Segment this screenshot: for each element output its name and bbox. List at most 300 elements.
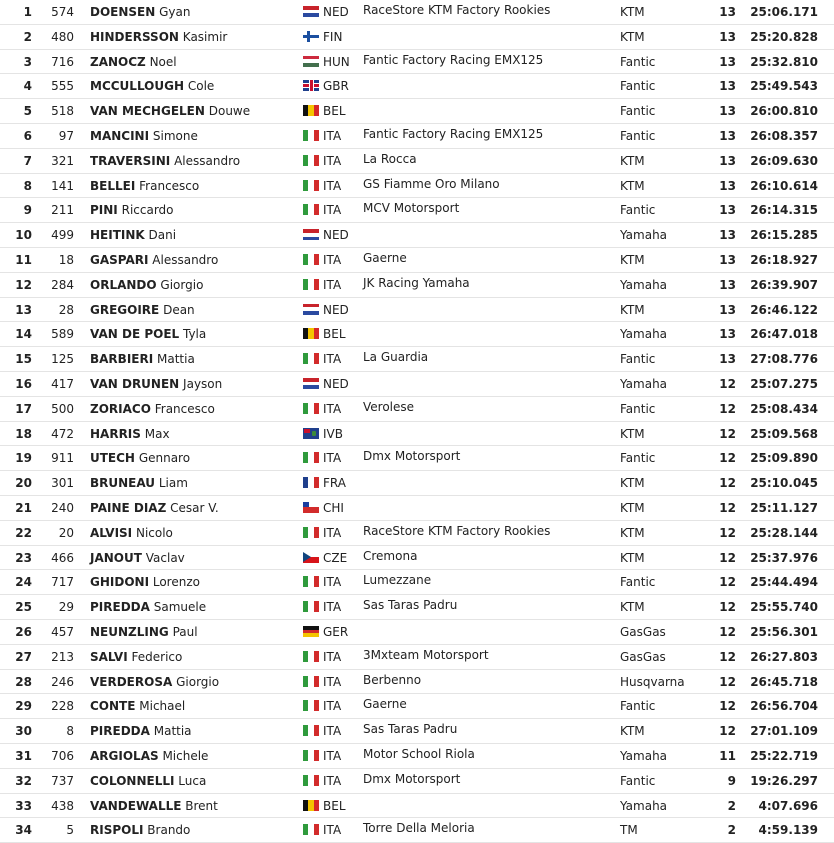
nationality-cell: NED (323, 228, 349, 243)
rider-last-name: PIREDDA (90, 600, 150, 615)
nationality-cell: BEL (323, 104, 346, 119)
time-cell: 25:32.810 (750, 54, 818, 69)
country-flag-icon (303, 254, 319, 265)
rider-first-name: Mattia (157, 352, 195, 367)
time-cell: 25:56.301 (750, 624, 818, 639)
time-cell: 25:10.045 (750, 476, 818, 491)
country-flag-icon (303, 155, 319, 166)
laps-cell: 13 (719, 153, 736, 168)
brand-cell: Fantic (620, 773, 656, 788)
nationality-cell: ITA (323, 277, 342, 292)
nationality-cell: GER (323, 624, 349, 639)
bib-number-cell: 20 (58, 525, 74, 540)
laps-cell: 13 (719, 252, 736, 267)
position-cell: 34 (15, 823, 32, 838)
position-cell: 15 (15, 352, 32, 367)
rider-name-cell (90, 30, 227, 44)
rider-name-cell (90, 5, 190, 19)
laps-cell: 12 (719, 525, 736, 540)
position-cell: 17 (15, 401, 32, 416)
table-row (0, 74, 834, 99)
table-row (0, 0, 834, 25)
rider-name-cell (90, 625, 198, 639)
laps-cell: 13 (719, 327, 736, 342)
laps-cell: 13 (719, 228, 736, 243)
rider-name-cell (90, 228, 176, 242)
nationality-cell: BEL (323, 798, 346, 813)
laps-cell: 12 (719, 500, 736, 515)
time-cell: 27:08.776 (750, 352, 818, 367)
brand-cell: Fantic (620, 203, 656, 218)
bib-number-cell: 500 (51, 401, 74, 416)
position-cell: 16 (15, 376, 32, 391)
team-cell: Motor School Riola (363, 746, 475, 761)
country-flag-icon (303, 552, 319, 563)
rider-first-name: Gennaro (138, 451, 191, 466)
brand-cell: Yamaha (620, 327, 668, 342)
rider-last-name: ZORIACO (90, 401, 151, 416)
brand-cell: Fantic (620, 575, 656, 590)
time-cell: 26:09.630 (750, 153, 818, 168)
laps-cell: 12 (719, 624, 736, 639)
brand-cell: Husqvarna (620, 674, 685, 689)
rider-last-name: NEUNZLING (90, 624, 169, 639)
bib-number-cell: 589 (51, 327, 74, 342)
team-cell: Gaerne (363, 250, 407, 265)
rider-last-name: ARGIOLAS (90, 748, 159, 763)
brand-cell: Yamaha (620, 277, 668, 292)
rider-first-name: Vaclav (145, 550, 185, 565)
table-row (0, 50, 834, 75)
time-cell: 25:11.127 (750, 500, 818, 515)
country-flag-icon (303, 353, 319, 364)
table-row (0, 347, 834, 372)
nationality-cell: ITA (323, 748, 342, 763)
brand-cell: Fantic (620, 104, 656, 119)
rider-first-name: Simone (152, 128, 198, 143)
nationality-cell: ITA (323, 699, 342, 714)
country-flag-icon (303, 180, 319, 191)
country-flag-icon (303, 601, 319, 612)
brand-cell: KTM (620, 178, 645, 193)
nationality-cell: CZE (323, 550, 348, 565)
rider-name-cell (90, 79, 214, 93)
laps-cell: 13 (719, 178, 736, 193)
table-row (0, 794, 834, 819)
brand-cell: KTM (620, 302, 645, 317)
bib-number-cell: 555 (51, 79, 74, 94)
table-row (0, 818, 834, 843)
brand-cell: KTM (620, 252, 645, 267)
table-row (0, 546, 834, 571)
position-cell: 20 (15, 476, 32, 491)
laps-cell: 12 (719, 674, 736, 689)
rider-name-cell (90, 675, 219, 689)
brand-cell: Fantic (620, 699, 656, 714)
table-row (0, 694, 834, 719)
brand-cell: KTM (620, 500, 645, 515)
nationality-cell: ITA (323, 575, 342, 590)
nationality-cell: ITA (323, 128, 342, 143)
time-cell: 26:27.803 (750, 649, 818, 664)
position-cell: 21 (15, 500, 32, 515)
rider-name-cell (90, 724, 192, 738)
brand-cell: GasGas (620, 624, 666, 639)
bib-number-cell: 213 (51, 649, 74, 664)
rider-name-cell (90, 600, 206, 614)
rider-last-name: BRUNEAU (90, 476, 156, 491)
laps-cell: 9 (727, 773, 736, 788)
position-cell: 1 (23, 5, 32, 19)
laps-cell: 13 (719, 5, 736, 19)
time-cell: 26:18.927 (750, 252, 818, 267)
rider-first-name: Giorgio (160, 277, 204, 292)
rider-last-name: COLONNELLI (90, 773, 175, 788)
table-row (0, 496, 834, 521)
country-flag-icon (303, 328, 319, 339)
laps-cell: 13 (719, 352, 736, 367)
time-cell: 26:47.018 (750, 327, 818, 342)
rider-name-cell (90, 749, 208, 763)
rider-name-cell (90, 774, 206, 788)
team-cell: La Rocca (363, 151, 417, 166)
brand-cell: TM (620, 823, 638, 838)
table-row (0, 372, 834, 397)
rider-last-name: ALVISI (90, 525, 133, 540)
position-cell: 2 (23, 29, 32, 44)
team-cell: Sas Taras Padru (363, 722, 458, 737)
table-row (0, 471, 834, 496)
rider-name-cell (90, 203, 174, 217)
bib-number-cell: 499 (51, 228, 74, 243)
rider-last-name: MANCINI (90, 128, 150, 143)
table-row (0, 769, 834, 794)
team-cell: RaceStore KTM Factory Rookies (363, 523, 551, 538)
bib-number-cell: 28 (58, 302, 74, 317)
bib-number-cell: 5 (66, 823, 74, 838)
table-row (0, 149, 834, 174)
team-cell: MCV Motorsport (363, 201, 460, 216)
bib-number-cell: 211 (51, 203, 74, 218)
time-cell: 25:09.890 (750, 451, 818, 466)
nationality-cell: ITA (323, 178, 342, 193)
time-cell: 19:26.297 (750, 773, 818, 788)
rider-name-cell (90, 179, 199, 193)
team-cell: Sas Taras Padru (363, 598, 458, 613)
laps-cell: 13 (719, 277, 736, 292)
position-cell: 28 (15, 674, 32, 689)
brand-cell: KTM (620, 525, 645, 540)
bib-number-cell: 706 (51, 748, 74, 763)
rider-first-name: Cesar V. (170, 500, 219, 515)
nationality-cell: ITA (323, 773, 342, 788)
laps-cell: 12 (719, 401, 736, 416)
rider-name-cell (90, 154, 240, 168)
country-flag-icon (303, 527, 319, 538)
brand-cell: Fantic (620, 451, 656, 466)
bib-number-cell: 29 (58, 600, 74, 615)
time-cell: 26:45.718 (750, 674, 818, 689)
bib-number-cell: 911 (51, 451, 74, 466)
rider-last-name: ORLANDO (90, 277, 157, 292)
country-flag-icon (303, 750, 319, 761)
rider-last-name: ZANOCZ (90, 54, 146, 69)
bib-number-cell: 228 (51, 699, 74, 714)
bib-number-cell: 737 (51, 773, 74, 788)
time-cell: 25:08.434 (750, 401, 818, 416)
bib-number-cell: 466 (51, 550, 74, 565)
team-cell: Verolese (363, 399, 415, 414)
table-row (0, 298, 834, 323)
rider-last-name: CONTE (90, 699, 136, 714)
laps-cell: 12 (719, 724, 736, 739)
rider-first-name: Francesco (139, 178, 200, 193)
bib-number-cell: 246 (51, 674, 74, 689)
time-cell: 26:08.357 (750, 128, 818, 143)
rider-last-name: TRAVERSINI (90, 153, 171, 168)
brand-cell: KTM (620, 600, 645, 615)
nationality-cell: ITA (323, 451, 342, 466)
time-cell: 26:56.704 (750, 699, 818, 714)
table-row (0, 99, 834, 124)
rider-last-name: VAN DE POEL (90, 327, 180, 342)
position-cell: 13 (15, 302, 32, 317)
position-cell: 10 (15, 228, 32, 243)
country-flag-icon (303, 56, 319, 67)
nationality-cell: IVB (323, 426, 343, 441)
team-cell: 3Mxteam Motorsport (363, 647, 489, 662)
position-cell: 31 (15, 748, 32, 763)
rider-last-name: HARRIS (90, 426, 141, 441)
brand-cell: KTM (620, 29, 645, 44)
country-flag-icon (303, 31, 319, 42)
rider-first-name: Lorenzo (152, 575, 200, 590)
time-cell: 26:46.122 (750, 302, 818, 317)
rider-name-cell (90, 575, 200, 589)
rider-name-cell (90, 823, 190, 837)
nationality-cell: CHI (323, 500, 344, 515)
rider-name-cell (90, 501, 219, 515)
rider-last-name: MCCULLOUGH (90, 79, 185, 94)
table-row (0, 397, 834, 422)
team-cell: Berbenno (363, 672, 422, 687)
nationality-cell: ITA (323, 525, 342, 540)
nationality-cell: NED (323, 5, 349, 19)
time-cell: 25:44.494 (750, 575, 818, 590)
bib-number-cell: 125 (51, 352, 74, 367)
brand-cell: Fantic (620, 79, 656, 94)
country-flag-icon (303, 651, 319, 662)
table-row (0, 174, 834, 199)
rider-first-name: Mattia (153, 724, 192, 739)
rider-first-name: Liam (158, 476, 188, 491)
rider-first-name: Alessandro (174, 153, 241, 168)
laps-cell: 13 (719, 128, 736, 143)
country-flag-icon (303, 403, 319, 414)
team-cell: Lumezzane (363, 573, 432, 588)
rider-name-cell (90, 551, 185, 565)
laps-cell: 11 (719, 748, 736, 763)
time-cell: 25:37.976 (750, 550, 818, 565)
laps-cell: 12 (719, 699, 736, 714)
bib-number-cell: 240 (51, 500, 74, 515)
position-cell: 19 (15, 451, 32, 466)
bib-number-cell: 301 (51, 476, 74, 491)
brand-cell: Yamaha (620, 228, 668, 243)
rider-first-name: Douwe (208, 104, 251, 119)
nationality-cell: BEL (323, 327, 346, 342)
time-cell: 25:28.144 (750, 525, 818, 540)
rider-first-name: Luca (178, 773, 207, 788)
time-cell: 25:55.740 (750, 600, 818, 615)
rider-first-name: Michael (139, 699, 186, 714)
brand-cell: Fantic (620, 352, 656, 367)
rider-name-cell (90, 327, 206, 341)
time-cell: 26:00.810 (750, 104, 818, 119)
laps-cell: 2 (727, 823, 736, 838)
rider-first-name: Michele (162, 748, 209, 763)
laps-cell: 12 (719, 451, 736, 466)
country-flag-icon (303, 700, 319, 711)
rider-name-cell (90, 451, 190, 465)
bib-number-cell: 716 (51, 54, 74, 69)
position-cell: 33 (15, 798, 32, 813)
team-cell: Gaerne (363, 697, 407, 712)
rider-name-cell (90, 55, 177, 69)
table-row (0, 620, 834, 645)
rider-first-name: Brando (147, 823, 191, 838)
laps-cell: 2 (727, 798, 736, 813)
nationality-cell: ITA (323, 674, 342, 689)
team-cell: Fantic Factory Racing EMX125 (363, 126, 544, 141)
country-flag-icon (303, 6, 319, 17)
country-flag-icon (303, 130, 319, 141)
nationality-cell: ITA (323, 203, 342, 218)
position-cell: 7 (23, 153, 32, 168)
rider-last-name: UTECH (90, 451, 135, 466)
country-flag-icon (303, 676, 319, 687)
rider-last-name: PIREDDA (90, 724, 150, 739)
rider-name-cell (90, 799, 218, 813)
rider-name-cell (90, 402, 215, 416)
team-cell: Torre Della Meloria (363, 821, 475, 836)
nationality-cell: NED (323, 376, 349, 391)
table-row (0, 223, 834, 248)
position-cell: 22 (15, 525, 32, 540)
time-cell: 25:09.568 (750, 426, 818, 441)
table-row (0, 446, 834, 471)
position-cell: 8 (23, 178, 32, 193)
laps-cell: 12 (719, 550, 736, 565)
nationality-cell: ITA (323, 823, 342, 838)
rider-name-cell (90, 104, 250, 118)
position-cell: 6 (23, 128, 32, 143)
rider-name-cell (90, 278, 203, 292)
position-cell: 11 (15, 252, 32, 267)
laps-cell: 13 (719, 29, 736, 44)
nationality-cell: ITA (323, 649, 342, 664)
position-cell: 5 (23, 104, 32, 119)
rider-first-name: Riccardo (121, 203, 174, 218)
brand-cell: KTM (620, 476, 645, 491)
rider-last-name: SALVI (90, 649, 128, 664)
rider-first-name: Nicolo (135, 525, 173, 540)
rider-last-name: VANDEWALLE (90, 798, 182, 813)
bib-number-cell: 717 (51, 575, 74, 590)
time-cell: 25:07.275 (750, 376, 818, 391)
position-cell: 12 (15, 277, 32, 292)
rider-last-name: GREGOIRE (90, 302, 160, 317)
nationality-cell: HUN (323, 54, 350, 69)
position-cell: 30 (15, 724, 32, 739)
rider-name-cell (90, 253, 218, 267)
rider-name-cell (90, 650, 182, 664)
laps-cell: 12 (719, 376, 736, 391)
table-row (0, 322, 834, 347)
laps-cell: 12 (719, 600, 736, 615)
bib-number-cell: 480 (51, 29, 74, 44)
rider-last-name: PINI (90, 203, 118, 218)
rider-first-name: Max (144, 426, 170, 441)
bib-number-cell: 284 (51, 277, 74, 292)
time-cell: 4:07.696 (758, 798, 818, 813)
bib-number-cell: 472 (51, 426, 74, 441)
rider-first-name: Noel (149, 54, 177, 69)
position-cell: 29 (15, 699, 32, 714)
position-cell: 14 (15, 327, 32, 342)
rider-last-name: BELLEI (90, 178, 136, 193)
country-flag-icon (303, 800, 319, 811)
laps-cell: 12 (719, 649, 736, 664)
table-row (0, 719, 834, 744)
position-cell: 26 (15, 624, 32, 639)
laps-cell: 13 (719, 203, 736, 218)
country-flag-icon (303, 452, 319, 463)
time-cell: 27:01.109 (750, 724, 818, 739)
nationality-cell: ITA (323, 153, 342, 168)
table-row (0, 422, 834, 447)
country-flag-icon (303, 204, 319, 215)
country-flag-icon (303, 105, 319, 116)
country-flag-icon (303, 725, 319, 736)
time-cell: 26:14.315 (750, 203, 818, 218)
rider-last-name: VAN MECHGELEN (90, 104, 205, 119)
table-row (0, 124, 834, 149)
country-flag-icon (303, 279, 319, 290)
country-flag-icon (303, 502, 319, 513)
nationality-cell: FIN (323, 29, 343, 44)
rider-first-name: Giorgio (176, 674, 220, 689)
table-row (0, 570, 834, 595)
rider-last-name: BARBIERI (90, 352, 154, 367)
rider-last-name: HEITINK (90, 228, 145, 243)
bib-number-cell: 457 (51, 624, 74, 639)
brand-cell: KTM (620, 5, 645, 19)
rider-first-name: Kasimir (182, 29, 228, 44)
bib-number-cell: 18 (58, 252, 74, 267)
nationality-cell: ITA (323, 252, 342, 267)
table-row (0, 744, 834, 769)
nationality-cell: ITA (323, 401, 342, 416)
rider-name-cell (90, 129, 198, 143)
position-cell: 24 (15, 575, 32, 590)
bib-number-cell: 97 (58, 128, 74, 143)
rider-last-name: VERDEROSA (90, 674, 173, 689)
rider-last-name: DOENSEN (90, 5, 156, 19)
brand-cell: Yamaha (620, 748, 668, 763)
country-flag-icon (303, 576, 319, 587)
bib-number-cell: 518 (51, 104, 74, 119)
